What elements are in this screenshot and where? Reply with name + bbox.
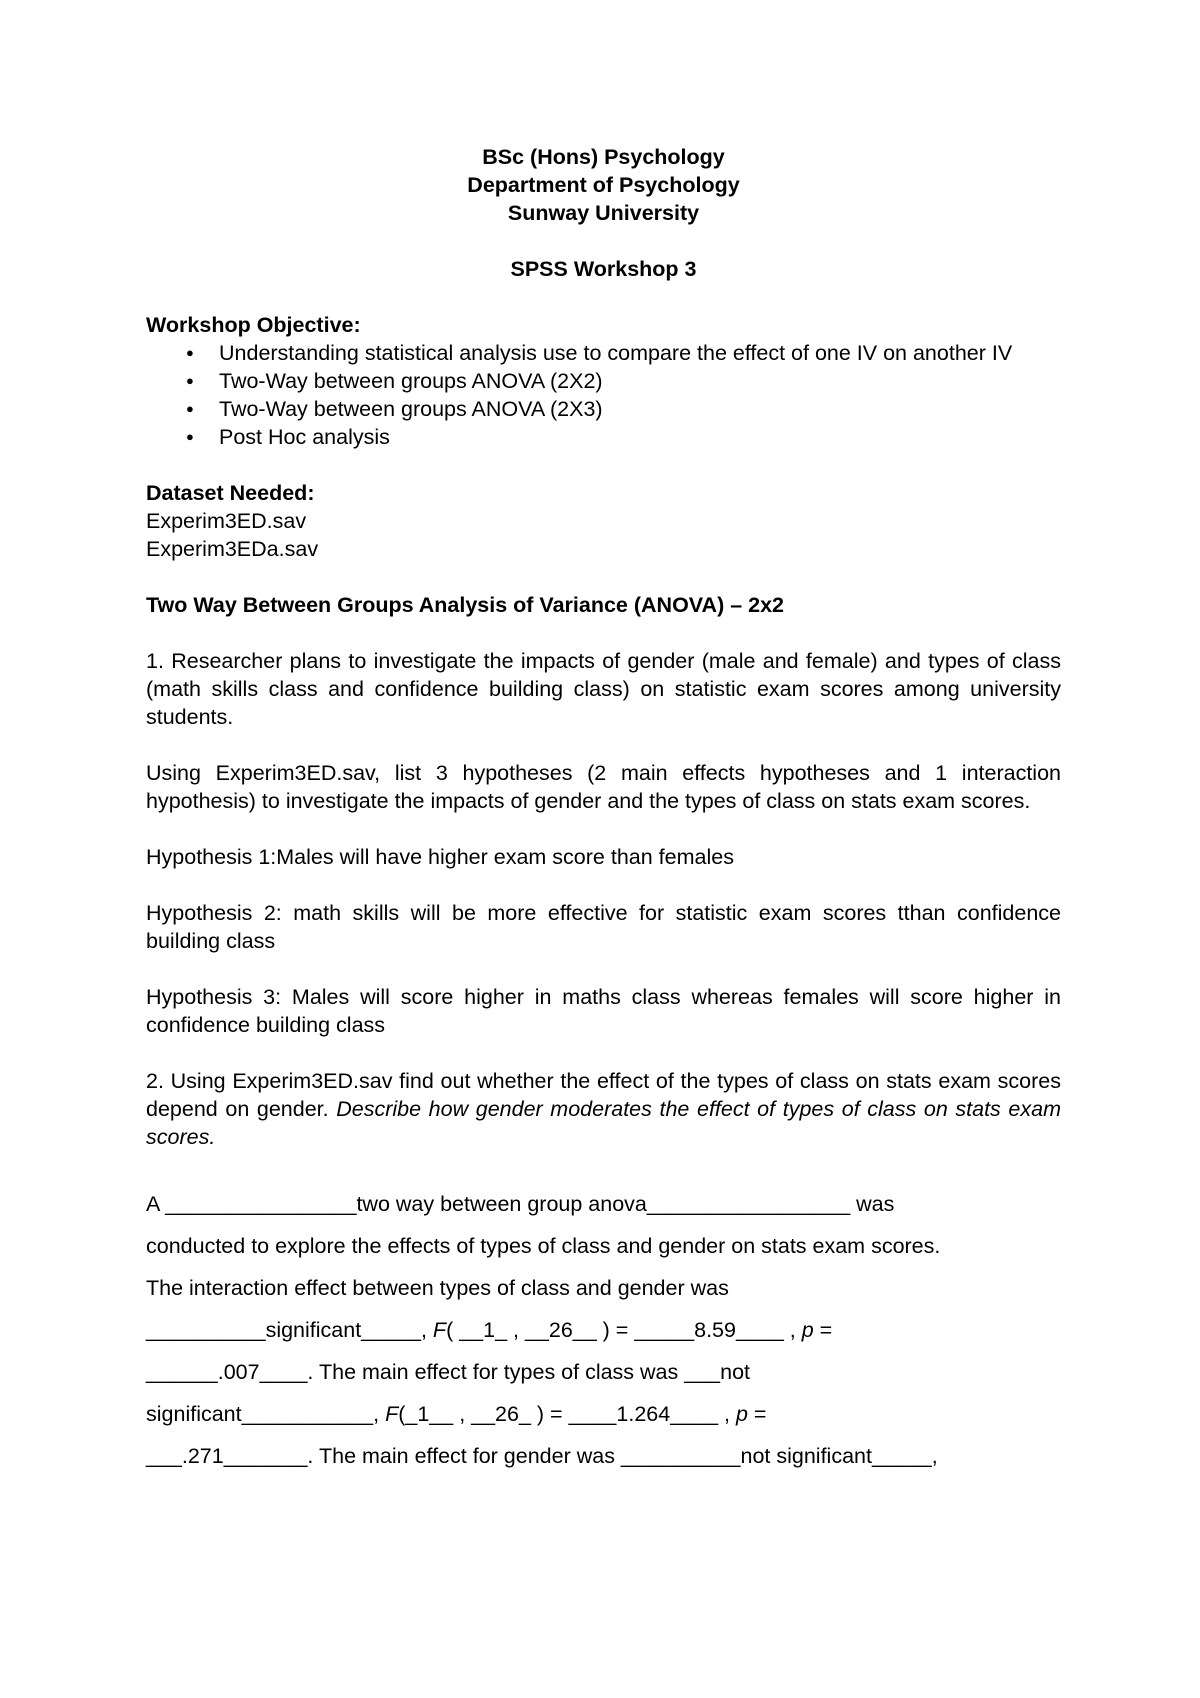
answer-block [146,1183,1061,1477]
program-title: BSc (Hons) Psychology [482,145,725,169]
university-name: Sunway University [507,201,700,225]
answer-fragment: = [813,1318,833,1342]
answer-line [146,1309,1061,1351]
answer-line: ___.271_______. The main effect for gender was __________not significant_____, [146,1444,938,1468]
hypothesis-3: Hypothesis 3: Males will score higher in maths class whereas females will score higher in confidence building class [146,985,1061,1037]
hypothesis-1: Hypothesis 1:Males will have higher exam score than females [146,845,734,869]
dataset-file: Experim3EDa.sav [146,537,319,561]
answer-fragment: (_1__ , __26_ ) = ____1.264____ , [398,1402,736,1426]
answer-line [146,1393,1061,1435]
answer-fragment: significant___________, [146,1402,386,1426]
question-2-italic: Describe how gender moderates the effect of types of class on stats exam scores. [146,1097,1061,1149]
workshop-title: SPSS Workshop 3 [510,257,697,281]
dataset-file: Experim3ED.sav [146,509,307,533]
question-1: 1. Researcher plans to investigate the impacts of gender (male and female) and types of class (math skills class and confidence building class) on statistic exam scores among university students. [146,649,1061,729]
f-statistic-symbol: F [432,1318,447,1342]
answer-line: conducted to explore the effects of types of class and gender on stats exam scores. [146,1234,941,1258]
objective-list [146,339,1061,451]
objective-item: ● Understanding statistical analysis use to compare the effect of one IV on another IV [146,339,1061,367]
answer-fragment: __________significant_____, [146,1318,433,1342]
objective-item: ● Two-Way between groups ANOVA (2X2) [146,367,1061,395]
answer-fragment: ( __1_ , __26__ ) = _____8.59____ , [446,1318,802,1342]
question-1-instructions: Using Experim3ED.sav, list 3 hypotheses (2 main effects hypotheses and 1 interaction hypothesis) to investigate the impacts of gender and the types of class on stats exam scores. [146,761,1061,813]
p-value-symbol: p [801,1318,814,1342]
question-2 [146,1067,1061,1151]
answer-line: The interaction effect between types of class and gender was [146,1276,729,1300]
objective-heading: Workshop Objective: [146,313,361,337]
answer-line: ______.007____. The main effect for types of class was ___not [146,1360,750,1384]
objective-item: ● Post Hoc analysis [146,423,1061,451]
department-name: Department of Psychology [467,173,740,197]
f-statistic-symbol: F [385,1402,399,1426]
hypothesis-2: Hypothesis 2: math skills will be more effective for statistic exam scores tthan confidence building class [146,901,1061,953]
answer-line: A ________________two way between group anova_________________ was [146,1192,895,1216]
objective-item: ● Two-Way between groups ANOVA (2X3) [146,395,1061,423]
section-title: Two Way Between Groups Analysis of Variance (ANOVA) – 2x2 [146,593,785,617]
document-page [146,143,1061,1477]
answer-fragment: = [747,1402,767,1426]
p-value-symbol: p [735,1402,748,1426]
question-2-text: 2. Using Experim3ED.sav find out whether the effect of the types of class on stats exam scores depend on gender. [146,1069,1061,1121]
dataset-heading: Dataset Needed: [146,481,315,505]
document-header [146,143,1061,283]
